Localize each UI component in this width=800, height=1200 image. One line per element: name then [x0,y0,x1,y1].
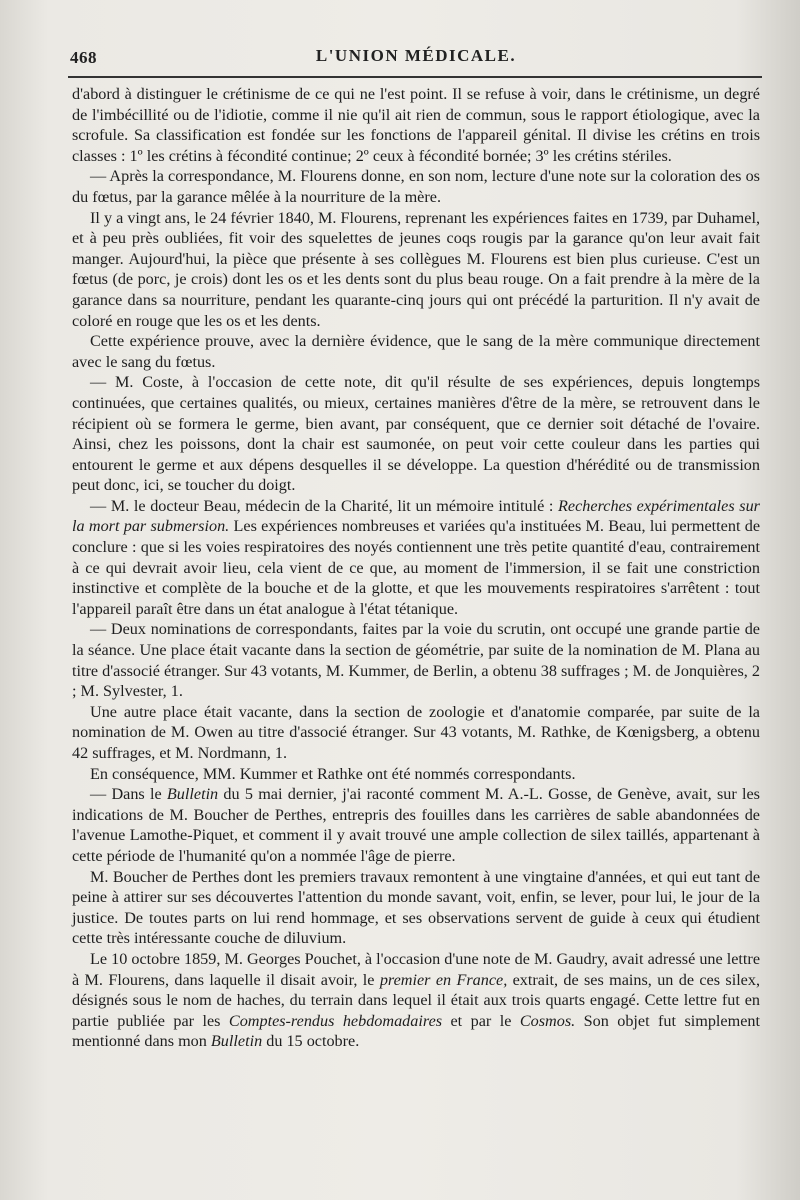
paragraph-correspondents-named: En conséquence, MM. Kummer et Rathke ont été nommés correspondants. [90,764,576,783]
pouchet-text-before: Le 10 octobre 1859, M. Georges Pouchet, à l'occasion d'une note de M. Gaudry, avait adressé une lettre à M. Flourens, dans laquelle il disait avoir, le [72,949,760,989]
page-number: 468 [70,48,97,67]
beau-memoir-title: Recherches expérimentales sur la mort par submersion. [72,496,760,536]
bulletin-title-2: Bulletin [210,1032,263,1051]
header-rule [68,76,762,78]
paragraph-experiment-proof: Cette expérience prouve, avec la dernière évidence, que le sang de la mère communique directement avec le sang du fœtus. [72,332,760,371]
premier-en-france: premier en France, [379,970,508,989]
page-header [70,40,762,74]
pouchet-text-end: du 15 octobre. [262,1032,360,1051]
bulletin-title: Bulletin [166,785,219,804]
comptes-rendus-title: Comptes-rendus hebdomadaires [228,1011,443,1030]
paragraph-gosse-excavation [72,784,760,866]
paragraph-flourens-note: — Après la correspondance, M. Flourens donne, en son nom, lecture d'une note sur la coloration des os du fœtus, par la garance mêlée à la nourriture de la mère. [72,167,760,206]
paragraph-zoology-vacancy: Une autre place était vacante, dans la section de zoologie et d'anatomie comparée, par suite de la nomination de M. Owen au titre d'associé étranger. Sur 43 votants, M. Rathke, de Kœnigsberg, a obtenu 42 suffrages, et M. Nordmann, 1. [72,702,760,762]
gosse-text-before: — Dans le [90,785,167,804]
paragraph-garance-experiment: Il y a vingt ans, le 24 février 1840, M. Flourens, reprenant les expériences faites en 1739, par Duhamel, et à peu près oubliées, fit voir des squelettes de jeunes coqs rougis par la garance qu'on leur avait fait manger. Aujourd'hui, la pièce que présente à ses collègues M. Flourens est bien plus curieuse. C'est un fœtus (de porc, je crois) dont les os et les dents sont du plus beau rouge. On a fait prendre à la mère de la garance dans sa nourriture, pendant les quarante-cinq jours qui ont précédé la parturition. Il n'y avait de coloré en rouge que les os et les dents. [72,208,760,330]
beau-text-after: Les expériences nombreuses et variées qu'a instituées M. Beau, lui permettent de conclure : que si les voies respiratoires des noyés contiennent une très petite quantité d'eau, contrairement à ce qui devrait avoir lieu, cela vient de ce que, au moment de l'immersion, il se fait une constriction instinctive et complète de la bouche et de la glotte, et que les mouvements respiratoires s'arrêtent : tout l'appareil paraît être dans un état analogue à l'état tétanique. [72,517,761,618]
pouchet-text-middle: extrait, de ses mains, un de ces silex, désignés sous le nom de haches, du terrain dans lequel il était aux trois quarts engagé. Cette lettre fut en partie publiée par les [72,970,761,1030]
paragraph-boucher-de-perthes: M. Boucher de Perthes dont les premiers travaux remontent à une vingtaine d'années, et qui eut tant de peine à attirer sur ses découvertes l'attention du monde savant, voit, enfin, se lever, pour lui, le jour de la justice. De toutes parts on lui rend hommage, et ses observations servent de guide à ceux qui étudient cette très intéressante couche de diluvium. [72,867,760,948]
running-title: L'UNION MÉDICALE. [315,46,517,65]
paragraph-cretinism: d'abord à distinguer le crétinisme de ce qui ne l'est point. Il se refuse à voir, dans le crétinisme, un degré de l'imbécillité ou de l'idiotie, comme il nie qu'il ait rien de commun, sous le rapport étiologique, avec la scrofule. Sa classification est fondée sur les fonctions de l'appareil génital. Il divise les crétins en trois classes : 1º les crétins à fécondité continue; 2º ceux à fécondité bornée; 3º les crétins stériles. [72,85,760,165]
paragraph-beau-memoir [72,496,760,620]
article-body [72,84,760,1052]
pouchet-text-middle-2: et par le [442,1011,520,1030]
pouchet-text-middle-3: Son objet fut simplement mentionné dans mon [72,1011,760,1051]
paragraph-coste: — M. Coste, à l'occasion de cette note, dit qu'il résulte de ses expériences, depuis longtemps continuées, que certaines qualités, ou mieux, certaines manières d'être de la mère, se retrouvent dans le récipient où se formera le germe, bien avant, par conséquent, que ce dernier soit détaché de l'ovaire. Ainsi, chez les poissons, dont la chair est saumonée, on peut voir cette couleur dans les parties qui entourent le germe et aux dépens desquelles il se développe. La question d'hérédité ou de transmission peut donc, ici, se toucher du doigt. [72,373,760,495]
beau-text-before: — M. le docteur Beau, médecin de la Charité, lit un mémoire intitulé : [90,496,559,515]
paragraph-nominations: — Deux nominations de correspondants, faites par la voie du scrutin, ont occupé une grande partie de la séance. Une place était vacante dans la section de géométrie, par suite de la nomination de M. Plana au titre d'associé étranger. Sur 43 votants, M. Kummer, de Berlin, a obtenu 38 suffrages ; M. de Jonquières, 2 ; M. Sylvester, 1. [72,620,760,701]
cosmos-title: Cosmos. [519,1011,576,1030]
gosse-text-after: du 5 mai dernier, j'ai raconté comment M. A.-L. Gosse, de Genève, avait, sur les indications de M. Boucher de Perthes, entrepris des fouilles dans les carrières de sable abandonnées de l'avenue Lamothe-Piquet, et comment il y avait trouvé une ample collection de silex taillés, appartenant à cette période de l'humanité qu'on a nommée l'âge de pierre. [72,785,760,865]
paragraph-pouchet-letter [72,949,760,1052]
